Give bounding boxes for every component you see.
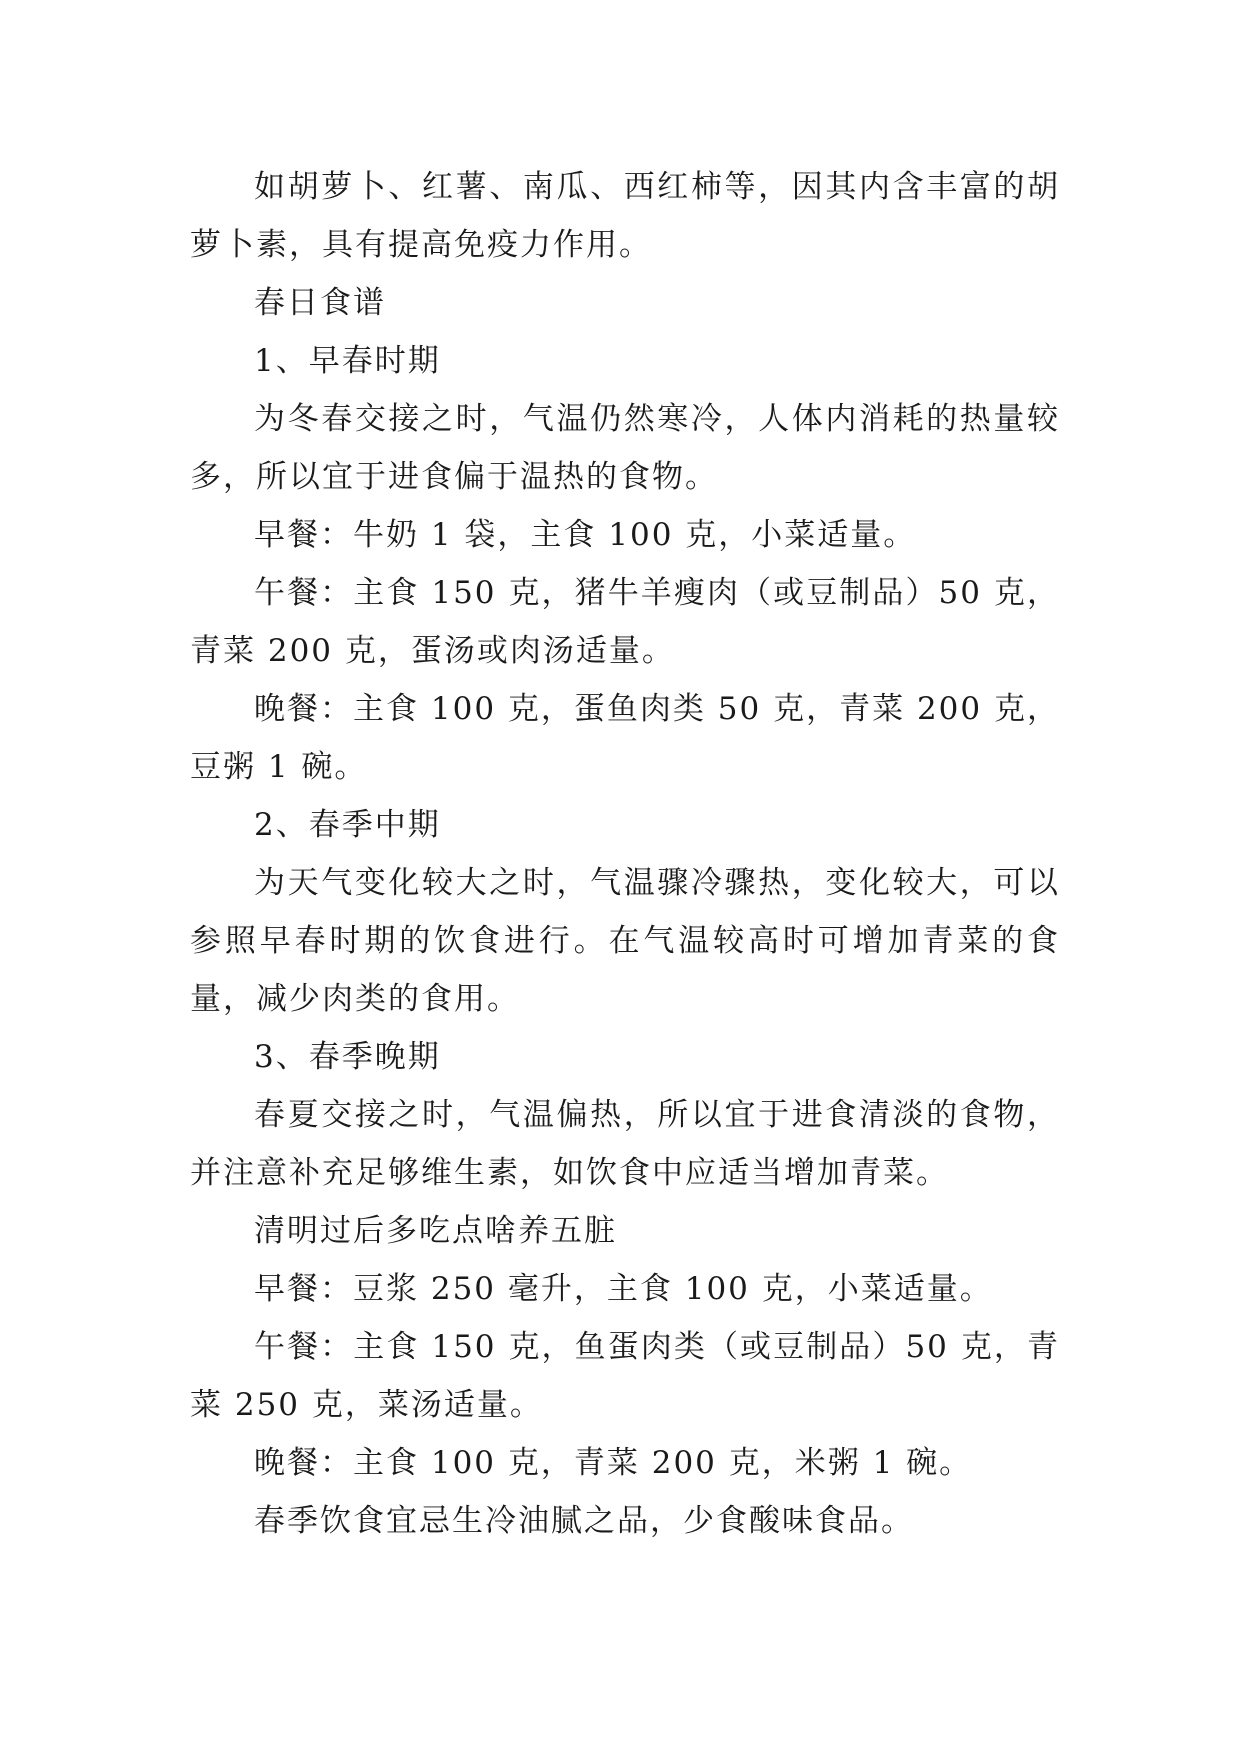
- early-spring-dinner: 晚餐：主食 100 克，蛋鱼肉类 50 克，青菜 200 克，豆粥 1 碗。: [190, 691, 1060, 785]
- paragraph-diet-advice: 春季饮食宜忌生冷油腻之品，少食酸味食品。: [254, 1503, 914, 1539]
- heading-spring-recipes: 春日食谱: [254, 285, 386, 321]
- document-body: [190, 158, 1060, 1550]
- heading-early-spring: 1、早春时期: [254, 343, 441, 379]
- heading-mid-spring: 2、春季中期: [254, 807, 441, 843]
- paragraph-early-spring: 为冬春交接之时，气温仍然寒冷，人体内消耗的热量较多，所以宜于进食偏于温热的食物。: [190, 401, 1060, 495]
- early-spring-breakfast: 早餐：牛奶 1 袋，主食 100 克，小菜适量。: [254, 517, 917, 553]
- paragraph-late-spring: 春夏交接之时，气温偏热，所以宜于进食清淡的食物，并注意补充足够维生素，如饮食中应适当增加青菜。: [190, 1097, 1060, 1191]
- heading-late-spring: 3、春季晚期: [254, 1039, 441, 1075]
- paragraph-intro: 如胡萝卜、红薯、南瓜、西红柿等，因其内含丰富的胡萝卜素，具有提高免疫力作用。: [190, 169, 1060, 263]
- paragraph-mid-spring: 为天气变化较大之时，气温骤冷骤热，变化较大，可以参照早春时期的饮食进行。在气温较高时可增加青菜的食量，减少肉类的食用。: [190, 865, 1060, 1017]
- heading-after-qingming: 清明过后多吃点啥养五脏: [254, 1213, 617, 1249]
- qingming-breakfast: 早餐：豆浆 250 毫升，主食 100 克，小菜适量。: [254, 1271, 993, 1307]
- early-spring-lunch: 午餐：主食 150 克，猪牛羊瘦肉（或豆制品）50 克，青菜 200 克，蛋汤或肉汤适量。: [190, 575, 1060, 669]
- qingming-dinner: 晚餐：主食 100 克，青菜 200 克，米粥 1 碗。: [254, 1445, 973, 1481]
- qingming-lunch: 午餐：主食 150 克，鱼蛋肉类（或豆制品）50 克，青菜 250 克，菜汤适量。: [190, 1329, 1060, 1423]
